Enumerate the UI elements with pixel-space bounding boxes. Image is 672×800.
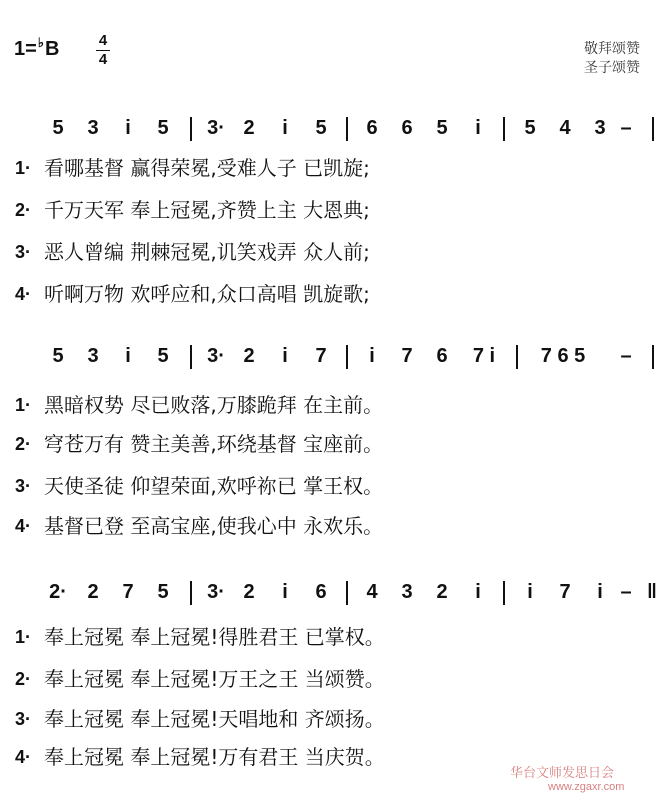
note: 3 bbox=[87, 345, 99, 367]
lyric-line bbox=[0, 624, 672, 652]
note: i bbox=[527, 581, 533, 603]
note: 5 bbox=[157, 581, 169, 603]
note: 5 bbox=[436, 117, 448, 139]
barline bbox=[346, 345, 348, 369]
note: – bbox=[620, 117, 632, 139]
lyric-text: 基督已登 至高宝座,使我心中 永欢乐。 bbox=[44, 514, 384, 538]
lyric-text: 听啊万物 欢呼应和,众口高唱 凯旋歌; bbox=[44, 282, 370, 306]
note: i bbox=[475, 117, 481, 139]
note: 3 bbox=[401, 581, 413, 603]
note: 6 bbox=[401, 117, 413, 139]
note: 5 bbox=[52, 117, 64, 139]
lyric-text: 奉上冠冕 奉上冠冕!得胜君王 已掌权。 bbox=[44, 625, 385, 649]
barline bbox=[346, 117, 348, 141]
verse-number: 4· bbox=[15, 747, 32, 767]
notation-row-2 bbox=[0, 344, 672, 372]
note: 6 bbox=[436, 345, 448, 367]
lyric-text: 穹苍万有 赞主美善,环绕基督 宝座前。 bbox=[44, 432, 384, 456]
watermark-text: 华台文师发思日会 bbox=[510, 766, 615, 781]
notation-row-1 bbox=[0, 116, 672, 144]
note: 2 bbox=[243, 117, 255, 139]
note: i bbox=[282, 345, 288, 367]
note: 5 bbox=[157, 117, 169, 139]
barline bbox=[652, 117, 654, 141]
key-signature: 1=♭B bbox=[14, 35, 60, 60]
note: 7 bbox=[559, 581, 571, 603]
barline bbox=[346, 581, 348, 605]
note: 3· bbox=[207, 345, 225, 367]
note: 3 bbox=[594, 117, 606, 139]
note: i bbox=[125, 345, 131, 367]
note: i bbox=[597, 581, 603, 603]
note: 2 bbox=[243, 581, 255, 603]
note: 5 bbox=[52, 345, 64, 367]
final-barline: ‖ bbox=[647, 581, 657, 603]
note: 7 6 5 bbox=[540, 345, 586, 367]
verse-number: 3· bbox=[15, 476, 32, 496]
lyric-line bbox=[0, 392, 672, 420]
notation-row-3 bbox=[0, 580, 672, 608]
note: 4 bbox=[559, 117, 571, 139]
lyric-line bbox=[0, 239, 672, 267]
lyric-line bbox=[0, 706, 672, 734]
note: 2 bbox=[436, 581, 448, 603]
verse-number: 3· bbox=[15, 242, 32, 262]
verse-number: 3· bbox=[15, 709, 32, 729]
lyric-line bbox=[0, 666, 672, 694]
note: 4 bbox=[366, 581, 378, 603]
note: 2 bbox=[87, 581, 99, 603]
note: 2· bbox=[49, 581, 67, 603]
barline bbox=[190, 345, 192, 369]
verse-number: 2· bbox=[15, 669, 32, 689]
note: i bbox=[282, 581, 288, 603]
barline bbox=[190, 117, 192, 141]
note: 7 bbox=[122, 581, 134, 603]
flat-sign: ♭ bbox=[37, 35, 44, 50]
note: – bbox=[620, 581, 632, 603]
lyric-text: 奉上冠冕 奉上冠冕!万王之王 当颂赞。 bbox=[44, 667, 385, 691]
note: i bbox=[369, 345, 375, 367]
verse-number: 1· bbox=[15, 395, 32, 415]
barline bbox=[503, 117, 505, 141]
category-label-1: 敬拜颂赞 bbox=[584, 41, 640, 57]
note: i bbox=[125, 117, 131, 139]
lyric-text: 千万天军 奉上冠冕,齐赞上主 大恩典; bbox=[44, 198, 370, 222]
category-label-2: 圣子颂赞 bbox=[584, 60, 640, 76]
lyric-line bbox=[0, 155, 672, 183]
note: 5 bbox=[157, 345, 169, 367]
note: i bbox=[282, 117, 288, 139]
watermark-url[interactable]: www.zgaxr.com bbox=[548, 781, 625, 793]
note: 6 bbox=[315, 581, 327, 603]
lyric-line bbox=[0, 473, 672, 501]
verse-number: 1· bbox=[15, 627, 32, 647]
note: 2 bbox=[243, 345, 255, 367]
verse-number: 2· bbox=[15, 434, 32, 454]
time-signature-bottom: 4 bbox=[98, 51, 108, 68]
note: 7 bbox=[315, 345, 327, 367]
lyric-line bbox=[0, 431, 672, 459]
lyric-text: 恶人曾编 荆棘冠冕,讥笑戏弄 众人前; bbox=[44, 240, 370, 264]
note: 5 bbox=[315, 117, 327, 139]
verse-number: 4· bbox=[15, 516, 32, 536]
barline bbox=[503, 581, 505, 605]
lyric-text: 奉上冠冕 奉上冠冕!万有君王 当庆贺。 bbox=[44, 745, 385, 769]
note: 3· bbox=[207, 117, 225, 139]
lyric-line bbox=[0, 281, 672, 309]
slurred-notes: 7 i bbox=[472, 345, 496, 367]
note: 7 bbox=[401, 345, 413, 367]
lyric-text: 黑暗权势 尽已败落,万膝跪拜 在主前。 bbox=[44, 393, 384, 417]
note: 3 bbox=[87, 117, 99, 139]
barline bbox=[516, 345, 518, 369]
time-signature-top: 4 bbox=[98, 32, 108, 49]
note: 6 bbox=[366, 117, 378, 139]
barline bbox=[652, 345, 654, 369]
note: 3· bbox=[207, 581, 225, 603]
verse-number: 2· bbox=[15, 200, 32, 220]
lyric-line bbox=[0, 197, 672, 225]
time-signature bbox=[94, 33, 112, 68]
verse-number: 4· bbox=[15, 284, 32, 304]
barline bbox=[190, 581, 192, 605]
lyric-text: 天使圣徒 仰望荣面,欢呼祢已 掌王权。 bbox=[44, 474, 384, 498]
note: i bbox=[475, 581, 481, 603]
note: 5 bbox=[524, 117, 536, 139]
verse-number: 1· bbox=[15, 158, 32, 178]
lyric-line bbox=[0, 513, 672, 541]
lyric-text: 看哪基督 赢得荣冕,受难人子 已凯旋; bbox=[44, 156, 370, 180]
lyric-text: 奉上冠冕 奉上冠冕!天唱地和 齐颂扬。 bbox=[44, 707, 385, 731]
note: – bbox=[620, 345, 632, 367]
